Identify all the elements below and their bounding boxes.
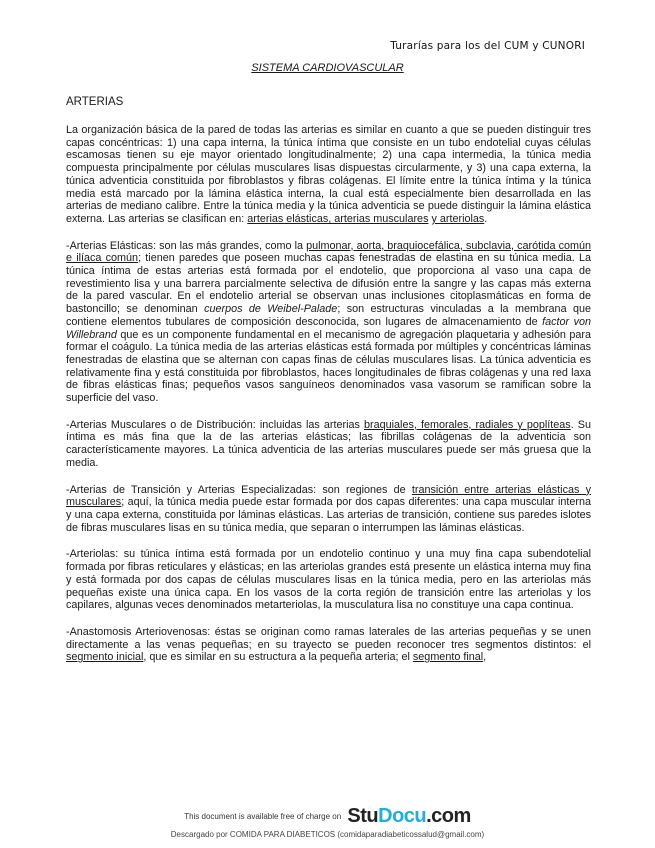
paragraph-arterias-elasticas: -Arterias Elásticas: son las más grandes, como la pulmonar, aorta, braquiocefálica, subclavia, carótida común e ilíaca común; tienen paredes que poseen muchas capas fenestradas de elastina en su túnica media. La túnica íntima de estas arterias está formada por el endotelio, que proporciona al vaso una capa de revestimiento lisa y una barrera parcialmente selectiva de difusión entre la sangre y las capas más externa de la pared vascular. En el endotelio arterial se observan unas inclusiones citoplasmáticas en forma de bastoncillo; se denominan cuerpos de Weibel-Palade; son estructuras vinculadas a la membrana que contiene elementos tubulares de composición desconocida, son lugares de almacenamiento de factor von Willebrand que es un componente fundamental en el mecanismo de agregación plaquetaria y adhesión para formar el coágulo. La túnica media de las arterias elásticas está formada por múltiples y concéntricas láminas fenestradas de elastina que se alternan con capas finas de células musculares lisas. La túnica adventicia es relativamente fina y está constituida por fibroblastos, haces longitudinales de fibras colágenas y una red laxa de fibras elásticas finas; pequeños vasos sanguíneos denominados vasa vasorum se ramifican sobre la superficie del vaso.	[66, 239, 591, 405]
footer-availability	[0, 805, 655, 828]
studocu-logo[interactable]: StuDocu.com	[347, 805, 471, 827]
section-heading: ARTERIAS	[66, 96, 124, 108]
page-title: SISTEMA CARDIOVASCULAR	[251, 62, 404, 74]
underlined-term: y arteriolas	[431, 212, 485, 225]
underlined-term: segmento final	[412, 651, 484, 664]
underlined-term: arterias elásticas, arterias musculares	[247, 212, 429, 225]
paragraph-anastomosis: -Anastomosis Arteriovenosas: éstas se originan como ramas laterales de las arterias pequeñas y se unen directamente a las venas pequeñas; en su trayecto se pueden reconocer tres segmentos distintos: el segmento inicial, que es similar en su estructura a la pequeña arteria; el segmento final,	[66, 625, 591, 664]
paragraph-intro: La organización básica de la pared de todas las arterias es similar en cuanto a que se pueden distinguir tres capas concéntricas: 1) una capa interna, la túnica íntima que consiste en un tubo endotelial cuyas células escamosas tienen su eje mayor orientado longitudinalmente; 2) una capa intermedia, la túnica media compuesta principalmente por células musculares lisas dispuestas circularmente, y 3) una capa externa, la túnica adventicia constituida por fibroblastos y fibras colágenas. El límite entre la túnica íntima y la túnica media está marcado por la lámina elástica interna, la cual está especialmente bien desarrollada en las arterias de mediano calibre. Entre la túnica media y la túnica adventicia se puede distinguir la lámina elástica externa. Las arterias se clasifican en: arterias elásticas, arterias musculares y arteriolas.	[66, 124, 591, 225]
italic-term: factor von Willebrand	[66, 315, 591, 341]
underlined-term: pulmonar, aorta, braquiocefálica, subclavia, carótida común e ilíaca común	[66, 239, 591, 265]
paragraph-arterias-transicion: -Arterias de Transición y Arterias Especializadas: son regiones de transición entre arterias elásticas y musculares; aquí, la túnica media puede estar formada por dos capas diferentes: una capa muscular interna y una capa externa, constituida por láminas elásticas. Las arterias de transición, contiene sus paredes islotes de fibras musculares lisas en su túnica media, que separan o interrumpen las láminas elásticas.	[66, 483, 591, 534]
underlined-term: transición entre arterias elásticas y musculares	[66, 483, 591, 509]
body-text	[66, 124, 591, 678]
paragraph-arteriolas: -Arteriolas: su túnica íntima está formada por un endotelio continuo y una muy fina capa subendotelial formada por fibras reticulares y elásticas; en las arteriolas grandes está presente un elástica interna muy fina y está formada por dos capas de células musculares lisas en la túnica media, pero en las arteriolas más pequeñas existe una única capa. En los vasos de la corta región de transición entre las arteriolas y los capilares, algunas veces denominados metarteriolas, la musculatura lisa no constituye una capa continua.	[66, 548, 591, 612]
underlined-term: braquiales, femorales, radiales y poplíteas	[364, 418, 571, 431]
underlined-term: segmento inicial	[66, 651, 144, 664]
download-notice: Descargado por COMIDA PARA DIABETICOS (comidaparadiabeticossalud@gmail.com)	[170, 830, 485, 839]
paragraph-arterias-musculares: -Arterias Musculares o de Distribución: incluidas las arterias braquiales, femorales, radiales y poplíteas. Su íntima es más fina que la de las arterias elásticas; las fibrillas colágenas de la adventicia son característicamente mayores. La túnica adventicia de las arterias musculares puede ser más gruesa que la media.	[66, 418, 591, 469]
header-note: Turarías para los del CUM y CUNORI	[390, 40, 585, 52]
italic-term: cuerpos de Weibel-Palade	[204, 303, 338, 316]
availability-text: This document is available free of charge on	[184, 812, 342, 821]
